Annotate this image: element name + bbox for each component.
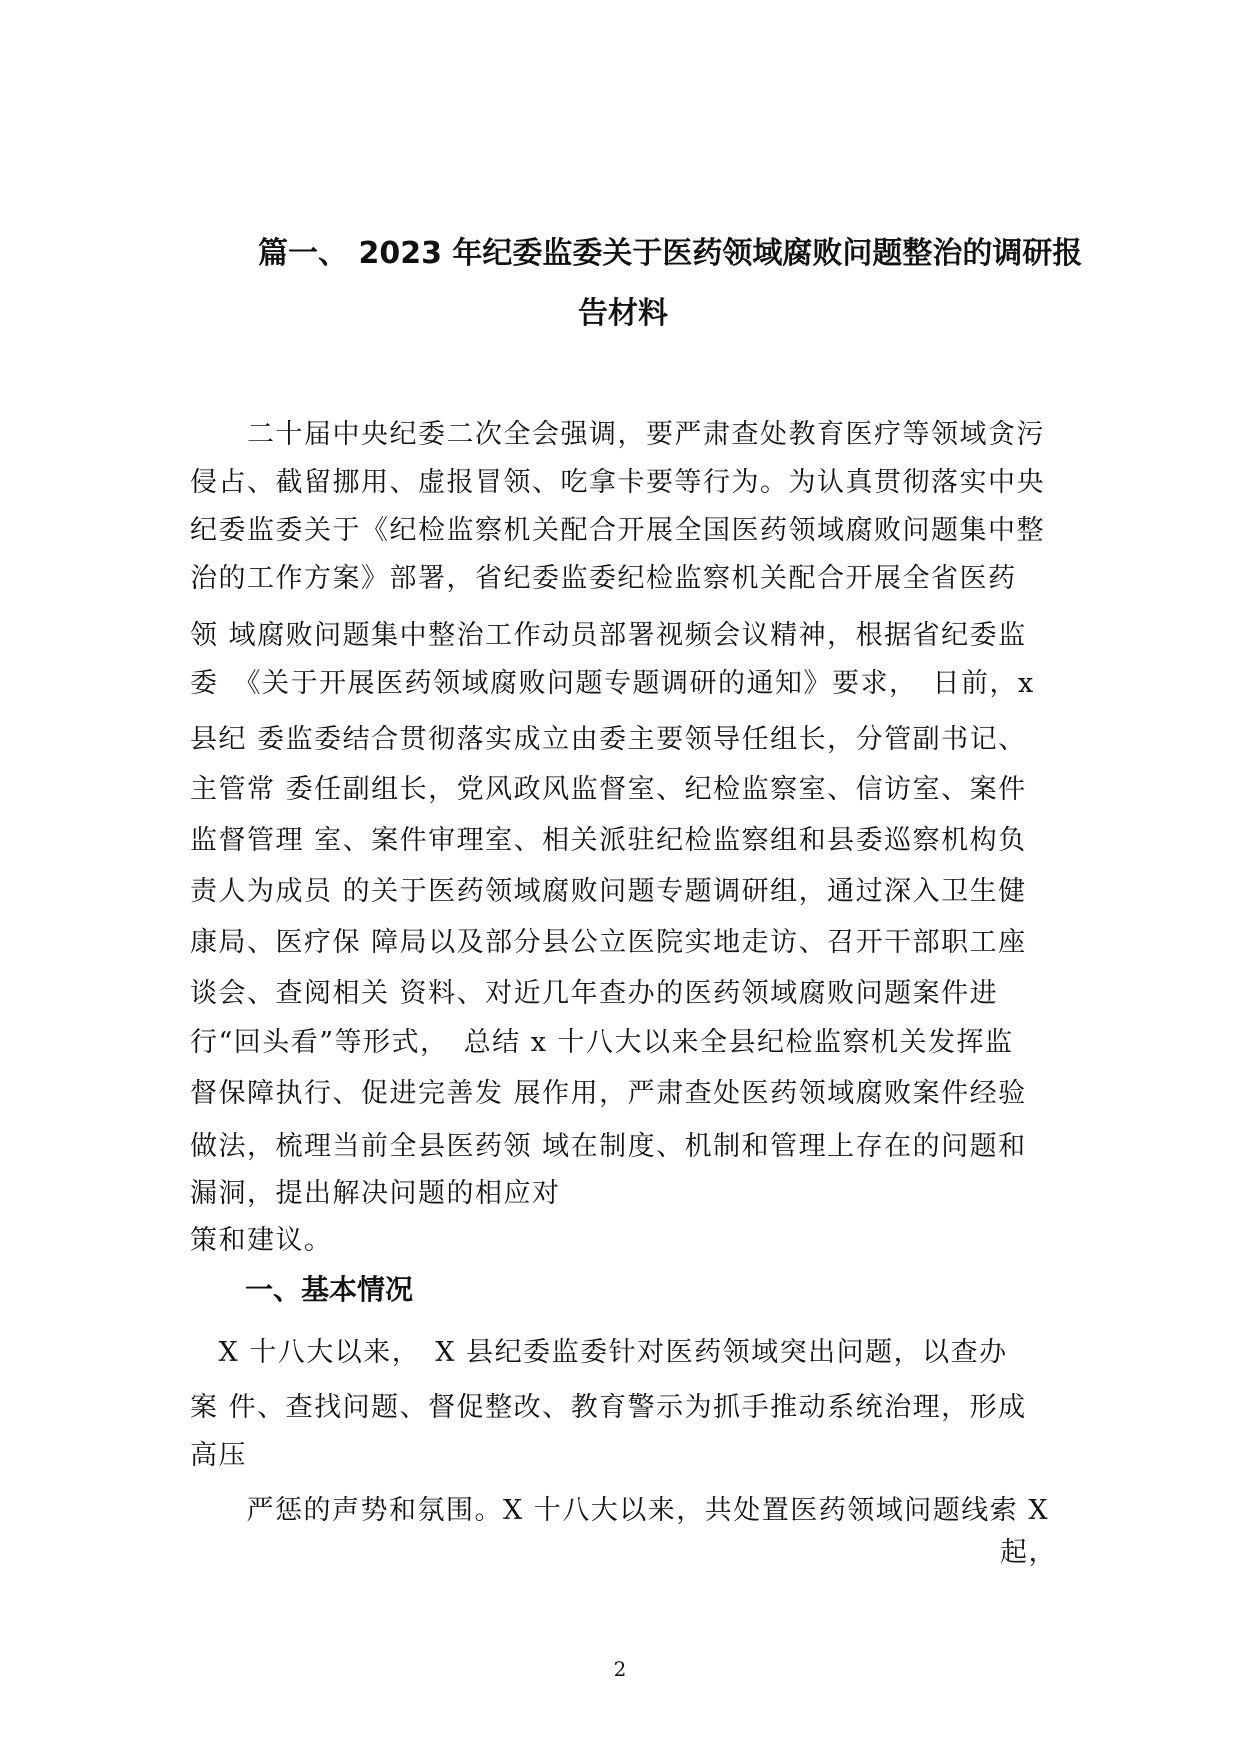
paragraph-1-line-2: 侵占、截留挪用、虚报冒领、吃拿卡要等行为。为认真贯彻落实中央 bbox=[190, 467, 1045, 498]
document-title-line-2: 告材料 bbox=[578, 296, 668, 331]
page-number: 2 bbox=[613, 1657, 627, 1681]
paragraph-1-line-16: 漏洞，提出解决问题的相应对 bbox=[190, 1178, 561, 1209]
paragraph-1-line-5: 领 域腐败问题集中整治工作动员部署视频会议精神，根据省纪委监 bbox=[190, 620, 1027, 651]
paragraph-3-line-2: 起， bbox=[1000, 1537, 1057, 1568]
document-title-line-1: 篇一、 2023 年纪委监委关于医药领域腐败问题整治的调研报 bbox=[258, 236, 1083, 271]
paragraph-1-line-14: 督保障执行、促进完善发 展作用，严肃查处医药领域腐败案件经验 bbox=[190, 1078, 1027, 1109]
paragraph-1-line-1: 二十届中央纪委二次全会强调，要严肃查处教育医疗等领域贪污 bbox=[190, 419, 1045, 450]
paragraph-1-line-13: 行“回头看”等形式， 总结 x 十八大以来全县纪检监察机关发挥监 bbox=[190, 1027, 1014, 1058]
paragraph-3-line-1: 严惩的声势和氛围。X 十八大以来，共处置医药领域问题线索 X bbox=[218, 1495, 1050, 1526]
paragraph-1-line-9: 监督管理 室、案件审理室、相关派驻纪检监察组和县委巡察机构负 bbox=[190, 825, 1027, 856]
paragraph-1-line-4: 治的工作方案》部署，省纪委监委纪检监察机关配合开展全省医药 bbox=[190, 563, 1017, 594]
paragraph-1-line-6: 委 《关于开展医药领域腐败问题专题调研的通知》要求， 日前，x bbox=[190, 668, 1035, 699]
section-heading: 一、基本情况 bbox=[245, 1273, 414, 1306]
paragraph-1-line-3: 纪委监委关于《纪检监察机关配合开展全国医药领域腐败问题集中整 bbox=[190, 515, 1045, 546]
paragraph-1-line-11: 康局、医疗保 障局以及部分县公立医院实地走访、召开干部职工座 bbox=[190, 927, 1027, 958]
paragraph-2-line-3: 高压 bbox=[190, 1440, 247, 1471]
paragraph-1-line-8: 主管常 委任副组长，党风政风监督室、纪检监察室、信访室、案件 bbox=[190, 774, 1027, 805]
paragraph-1-line-17: 策和建议。 bbox=[190, 1225, 333, 1256]
paragraph-1-line-15: 做法，梳理当前全县医药领 域在制度、机制和管理上存在的问题和 bbox=[190, 1131, 1027, 1162]
paragraph-2-line-2: 案 件、查找问题、督促整改、教育警示为抓手推动系统治理，形成 bbox=[190, 1392, 1027, 1423]
paragraph-1-line-12: 谈会、查阅相关 资料、对近几年查办的医药领域腐败问题案件进 bbox=[190, 978, 999, 1009]
paragraph-2-line-1: X 十八大以来， X 县纪委监委针对医药领域突出问题，以查办 bbox=[190, 1337, 1008, 1368]
paragraph-1-line-10: 责人为成员 的关于医药领域腐败问题专题调研组，通过深入卫生健 bbox=[190, 876, 1027, 907]
paragraph-1-line-7: 县纪 委监委结合贯彻落实成立由委主要领导任组长，分管副书记、 bbox=[190, 724, 1027, 755]
